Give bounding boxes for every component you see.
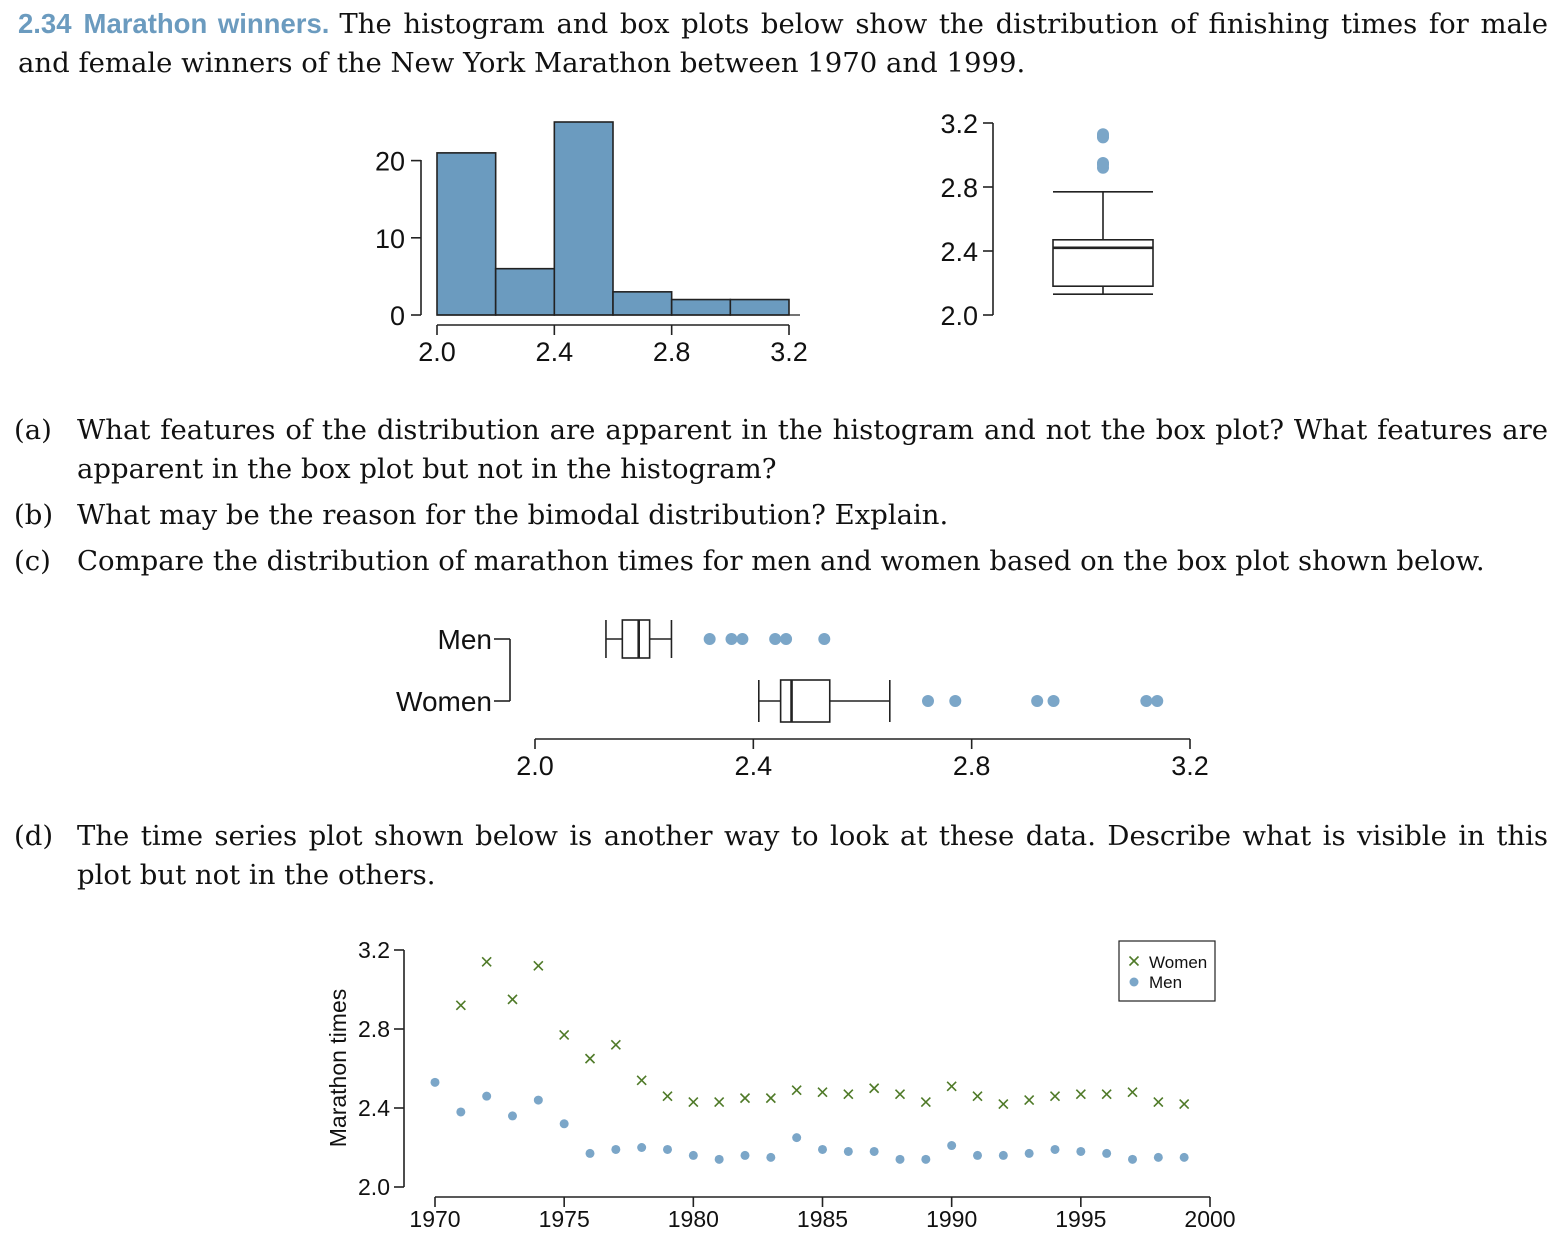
gender-x-tick-label: 2.4 [734,751,773,781]
women-point [715,1098,724,1107]
women-point [560,1030,569,1039]
ts-y-tick-label: 2.8 [358,1016,390,1042]
men-point [534,1096,543,1105]
women-point [508,995,517,1004]
question-text: What features of the distribution are apparent in the histogram and not the box plot? What features are apparent in the box plot but not in the histogram? [77,414,1548,485]
question-label: (b) [14,499,54,531]
men-point [870,1147,879,1156]
women-point [534,961,543,970]
outlier [1048,695,1060,707]
women-point [637,1076,646,1085]
ts-x-tick-label: 1990 [926,1206,978,1232]
women-point [689,1098,698,1107]
ts-x-tick-label: 1985 [796,1206,849,1232]
group-label: Women [396,686,492,717]
men-point [1025,1149,1034,1158]
men-point [482,1092,491,1101]
men-point [637,1143,646,1152]
women-point [973,1092,982,1101]
legend-men-marker [1130,978,1139,987]
outlier [1140,695,1152,707]
legend-women-label: Women [1149,953,1208,972]
histogram-y-tick-label: 0 [389,301,405,331]
women-point [1102,1090,1111,1099]
men-point [586,1149,595,1158]
women-point [1025,1096,1034,1105]
women-point [663,1092,672,1101]
men-point [818,1145,827,1154]
histogram-x-tick-label: 2.0 [418,337,456,367]
men-point [1051,1145,1060,1154]
ts-x-tick-label: 1995 [1055,1206,1107,1232]
women-point [586,1054,595,1063]
boxplot-y-tick-label: 2.8 [940,173,978,203]
women-point [766,1094,775,1103]
histogram-x-tick-label: 2.4 [535,337,574,367]
men-point [766,1153,775,1162]
histogram-bar [437,153,496,315]
men-point [921,1155,930,1164]
legend-men-label: Men [1149,973,1183,992]
men-point [431,1078,440,1087]
outlier [726,633,738,645]
histogram-y-tick-label: 10 [374,223,405,254]
men-point [1076,1147,1085,1156]
women-point [1128,1088,1137,1097]
women-point [1154,1098,1163,1107]
men-point [1180,1153,1189,1162]
women-point [896,1090,905,1099]
men-point [1102,1149,1111,1158]
boxplot-y-tick-label: 2.0 [940,301,978,331]
exercise-title: Marathon winners. [83,8,330,39]
histogram-x-tick-label: 3.2 [770,337,808,367]
men-point [741,1151,750,1160]
ts-y-tick-label: 3.2 [358,937,390,963]
boxplot-y-tick-label: 3.2 [940,109,978,139]
men-point [456,1107,465,1116]
men-point [1128,1155,1137,1164]
gender-boxplot [396,620,1209,781]
men-point [947,1141,956,1150]
outlier [1151,695,1163,707]
women-point [611,1040,620,1049]
boxplot-y-tick-label: 2.4 [940,237,978,267]
histogram-bar [730,300,789,315]
box [622,620,649,658]
men-point [560,1119,569,1128]
overall-boxplot [940,109,1153,331]
ts-y-tick-label: 2.0 [358,1174,390,1200]
women-point [818,1088,827,1097]
gender-x-tick-label: 3.2 [1171,751,1209,781]
outlier [949,695,961,707]
men-point [999,1151,1008,1160]
outlier [922,695,934,707]
time-series-chart [325,937,1236,1232]
histogram-chart [375,122,808,367]
question-text: The time series plot shown below is another way to look at these data. Describe what is visible in this plot but not in the others. [77,820,1548,891]
women-point [1076,1090,1085,1099]
men-point [715,1155,724,1164]
histogram-bar [613,292,672,315]
outlier [736,633,748,645]
women-point [792,1086,801,1095]
women-point [947,1082,956,1091]
men-point [844,1147,853,1156]
women-point [741,1094,750,1103]
ts-y-tick-label: 2.4 [358,1095,390,1121]
women-point [844,1090,853,1099]
men-point [611,1145,620,1154]
women-point [482,957,491,966]
exercise-number: 2.34 [18,8,72,39]
ts-legend [1119,941,1215,1001]
question-label: (a) [14,414,52,446]
outlier [704,633,716,645]
ts-x-tick-label: 2000 [1184,1206,1236,1232]
histogram-bar [554,122,613,315]
histogram-x-tick-label: 2.8 [652,337,691,367]
ts-x-tick-label: 1970 [409,1206,461,1232]
question-label: (c) [14,545,51,577]
gender-x-tick-label: 2.8 [952,751,991,781]
outlier [1031,695,1043,707]
ts-x-tick-label: 1980 [667,1206,719,1232]
question-label: (d) [14,820,54,852]
women-point [1051,1092,1060,1101]
men-point [973,1151,982,1160]
question-text: What may be the reason for the bimodal distribution? Explain. [77,499,949,531]
outlier [769,633,781,645]
women-point [1180,1100,1189,1109]
outlier [780,633,792,645]
women-point [921,1098,930,1107]
women-point [870,1084,879,1093]
histogram-bar [496,269,555,315]
men-point [508,1111,517,1120]
histogram-bar [672,300,731,315]
ts-y-axis-label: Marathon times [325,988,351,1148]
boxplot-outlier [1097,157,1109,169]
ts-x-tick-label: 1975 [538,1206,590,1232]
men-point [689,1151,698,1160]
men-point [1154,1153,1163,1162]
women-point [456,1001,465,1010]
group-label: Men [437,624,492,655]
box [781,680,830,722]
men-point [663,1145,672,1154]
women-point [999,1100,1008,1109]
question-text: Compare the distribution of marathon times for men and women based on the box plot shown below. [77,545,1485,577]
men-point [792,1133,801,1142]
men-point [896,1155,905,1164]
outlier [818,633,830,645]
histogram-y-tick-label: 20 [374,146,405,177]
exercise-intro-text: The histogram and box plots below show the distribution of finishing times for male and female winners of the New York Marathon between 1970 and 1999. [18,8,1548,79]
boxplot-outlier [1097,128,1109,140]
gender-x-tick-label: 2.0 [516,751,554,781]
